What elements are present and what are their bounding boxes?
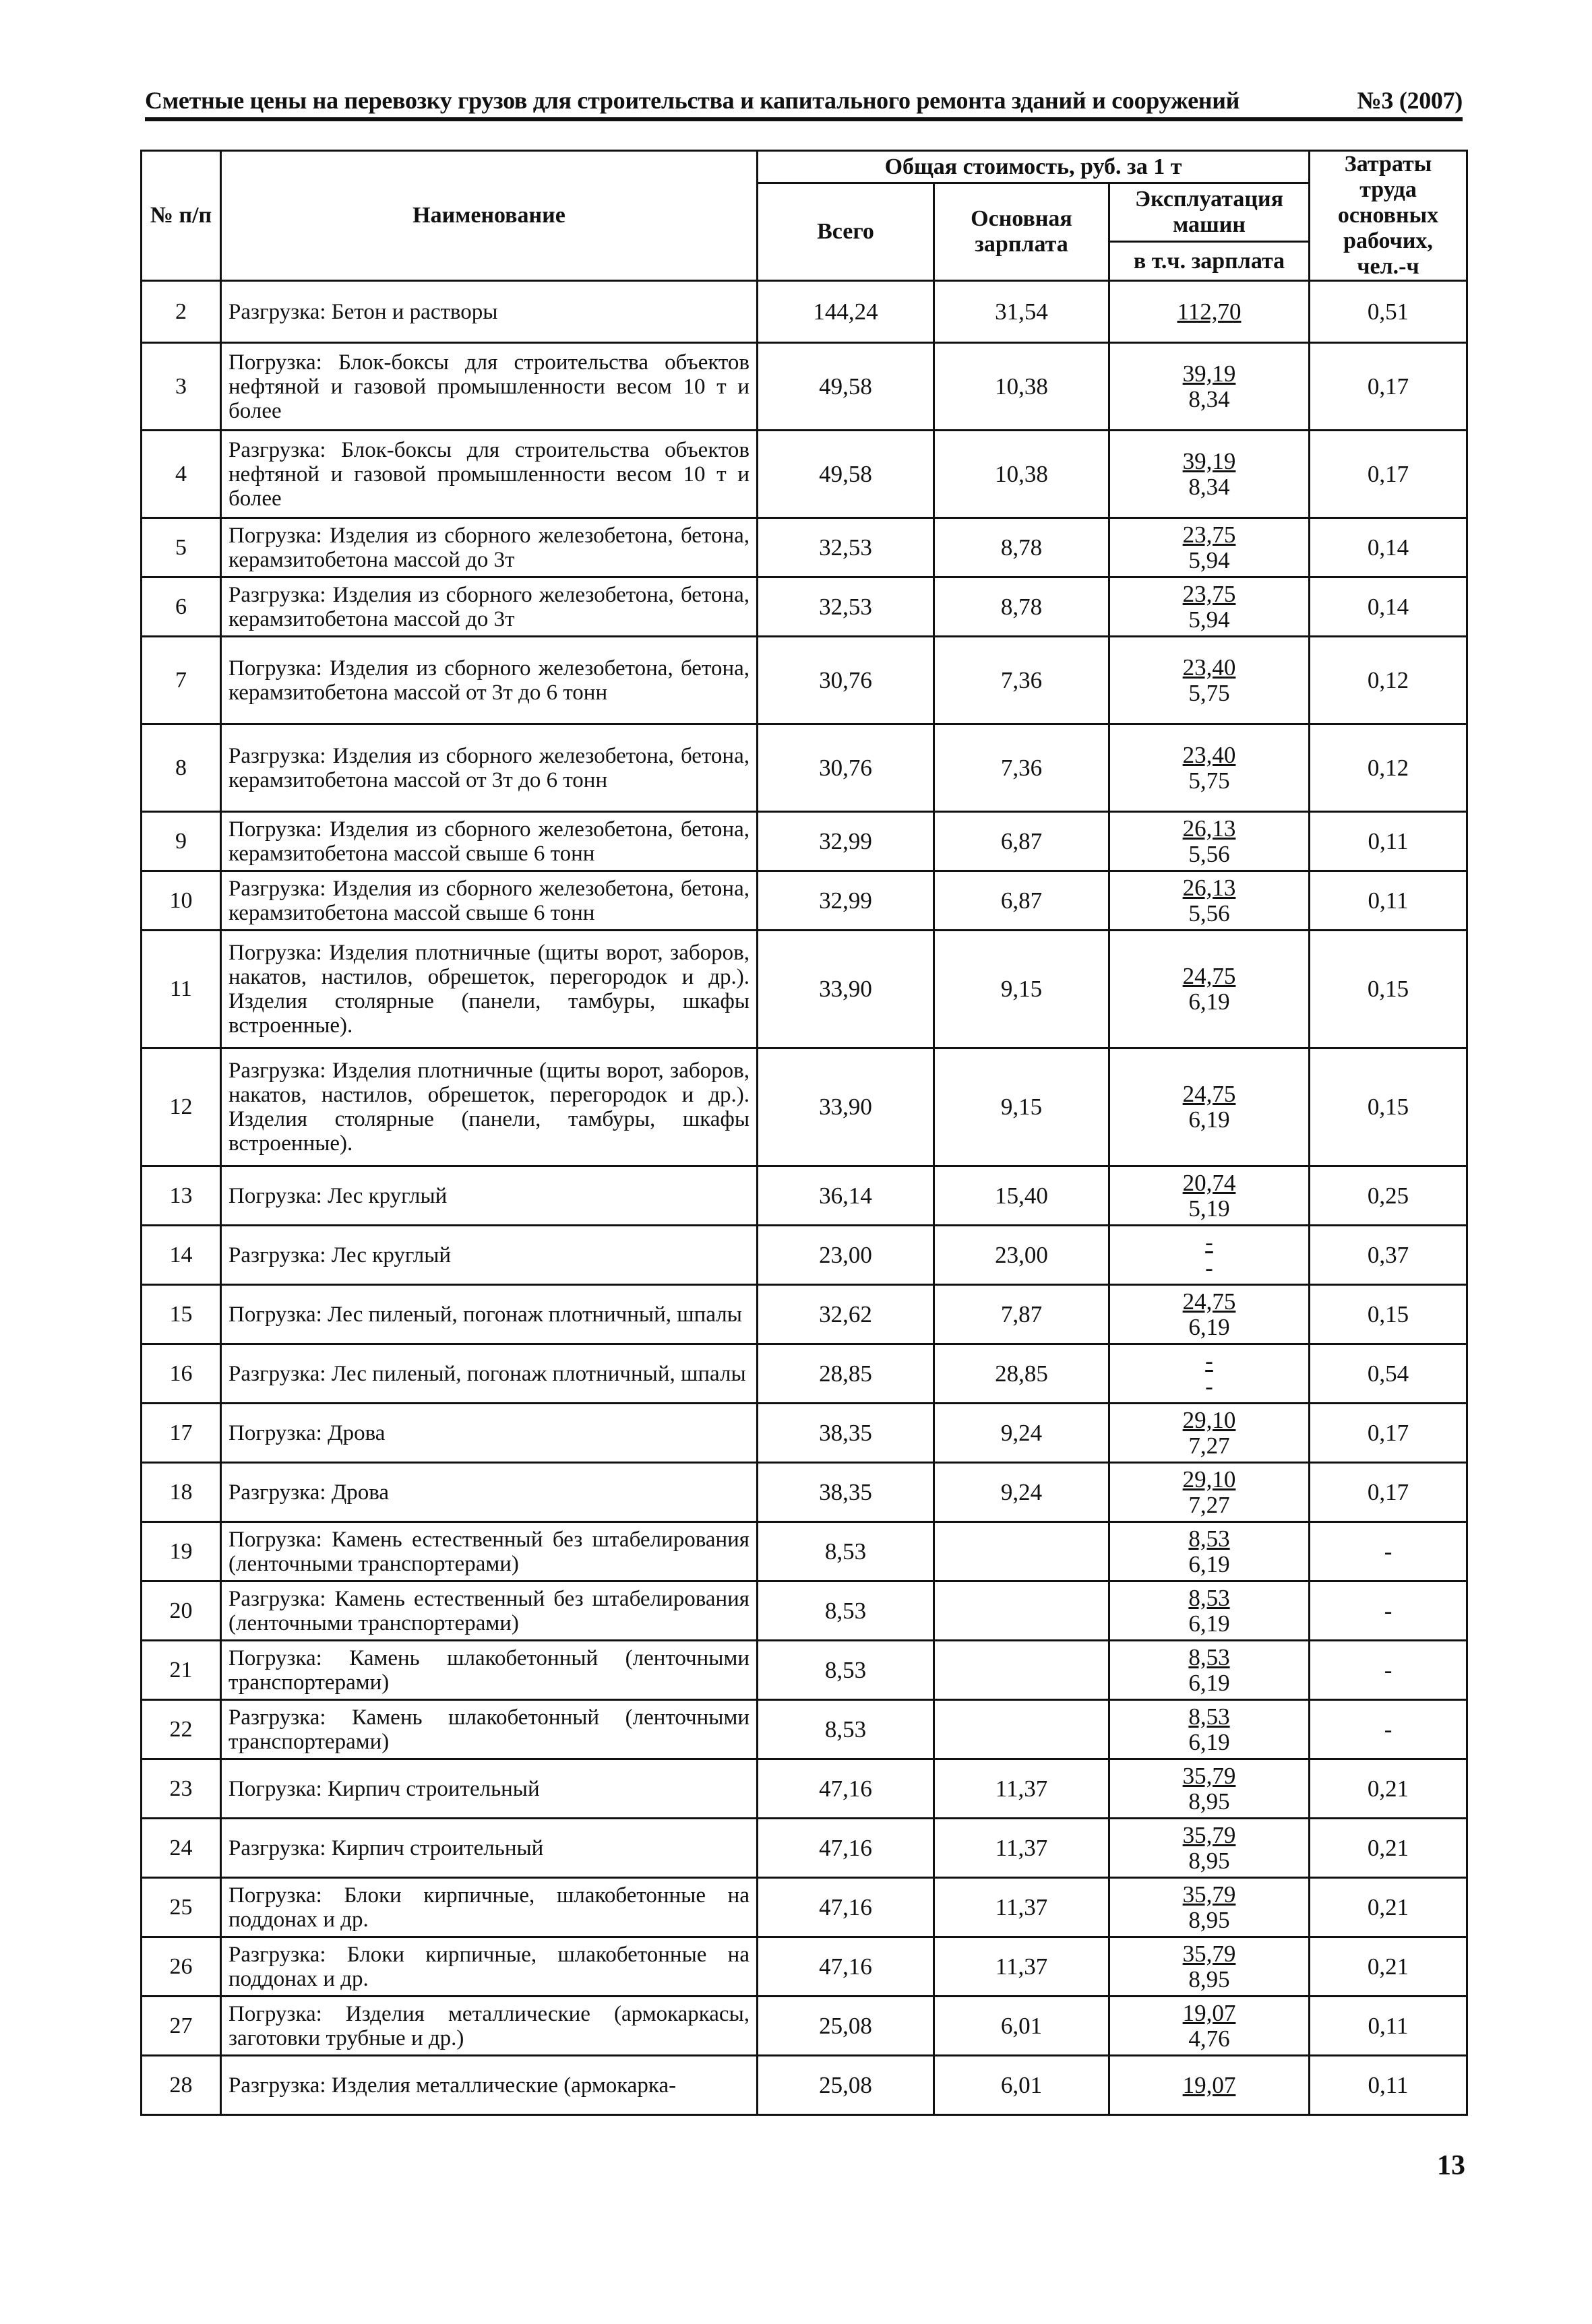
table-row (142, 343, 1467, 431)
row-labor: 0,21 (1310, 1878, 1467, 1937)
row-number: 2 (142, 281, 221, 343)
row-total: 47,16 (758, 1878, 934, 1937)
row-number: 6 (142, 577, 221, 637)
row-name: Погрузка: Камень шлакобетонный (ленточными транспортерами) (221, 1641, 758, 1700)
row-machine (1109, 1344, 1310, 1404)
row-number: 8 (142, 724, 221, 812)
row-labor: - (1310, 1700, 1467, 1759)
row-basic-salary: 9,15 (934, 931, 1109, 1048)
row-total: 30,76 (758, 637, 934, 724)
col-header-incl-salary: в т.ч. зарплата (1109, 242, 1310, 281)
row-machine (1109, 2056, 1310, 2115)
row-machine (1109, 637, 1310, 724)
table-row (142, 1997, 1467, 2056)
machine-cost: 23,40 (1182, 654, 1236, 681)
row-name: Разгрузка: Камень естественный без штабелирования (ленточными транспортерами) (221, 1581, 758, 1641)
row-name: Разгрузка: Изделия из сборного железобетона, бетона, керамзитобетона массой свыше 6 тонн (221, 871, 758, 931)
col-header-num: № п/п (142, 151, 221, 281)
row-number: 28 (142, 2056, 221, 2115)
table-row (142, 1641, 1467, 1700)
table-row (142, 1700, 1467, 1759)
row-basic-salary: 8,78 (934, 577, 1109, 637)
machine-cost: 23,75 (1182, 580, 1236, 607)
row-number: 4 (142, 431, 221, 518)
table-row (142, 518, 1467, 577)
row-number: 14 (142, 1226, 221, 1285)
machine-salary: 8,95 (1188, 1906, 1230, 1933)
row-name: Разгрузка: Изделия из сборного железобетона, бетона, керамзитобетона массой до 3т (221, 577, 758, 637)
machine-cost: - (1205, 1347, 1213, 1374)
table-row (142, 577, 1467, 637)
row-machine (1109, 812, 1310, 871)
row-total: 8,53 (758, 1522, 934, 1581)
machine-salary: 5,94 (1188, 546, 1230, 573)
row-labor: - (1310, 1641, 1467, 1700)
row-total: 144,24 (758, 281, 934, 343)
row-total: 32,99 (758, 812, 934, 871)
machine-cost: 35,79 (1182, 1821, 1236, 1848)
machine-salary: 5,56 (1188, 840, 1230, 867)
col-header-name: Наименование (221, 151, 758, 281)
machine-cost: 35,79 (1182, 1881, 1236, 1908)
row-basic-salary: 8,78 (934, 518, 1109, 577)
row-labor: 0,51 (1310, 281, 1467, 343)
row-machine (1109, 1819, 1310, 1878)
row-basic-salary: 6,01 (934, 2056, 1109, 2115)
row-number: 17 (142, 1404, 221, 1463)
row-number: 24 (142, 1819, 221, 1878)
row-total: 36,14 (758, 1166, 934, 1226)
row-total: 25,08 (758, 1997, 934, 2056)
table-row (142, 1878, 1467, 1937)
row-labor: 0,17 (1310, 1404, 1467, 1463)
row-name: Погрузка: Изделия из сборного железобетона, бетона, керамзитобетона массой до 3т (221, 518, 758, 577)
row-total: 38,35 (758, 1463, 934, 1522)
table-row (142, 1166, 1467, 1226)
row-number: 10 (142, 871, 221, 931)
row-number: 3 (142, 343, 221, 431)
machine-cost: 29,10 (1182, 1466, 1236, 1493)
machine-salary: 4,76 (1188, 2025, 1230, 2052)
row-number: 19 (142, 1522, 221, 1581)
row-total: 28,85 (758, 1344, 934, 1404)
row-machine (1109, 1404, 1310, 1463)
machine-cost: 8,53 (1188, 1525, 1230, 1552)
row-basic-salary (934, 1581, 1109, 1641)
row-name: Погрузка: Камень естественный без штабелирования (ленточными транспортерами) (221, 1522, 758, 1581)
table-row (142, 931, 1467, 1048)
machine-cost: 24,75 (1182, 1288, 1236, 1315)
machine-cost: 8,53 (1188, 1584, 1230, 1611)
machine-cost: 26,13 (1182, 874, 1236, 901)
row-total: 32,53 (758, 577, 934, 637)
row-number: 25 (142, 1878, 221, 1937)
table-row (142, 724, 1467, 812)
row-machine (1109, 1581, 1310, 1641)
row-machine (1109, 431, 1310, 518)
machine-cost: 8,53 (1188, 1703, 1230, 1730)
row-labor: 0,25 (1310, 1166, 1467, 1226)
row-basic-salary: 31,54 (934, 281, 1109, 343)
row-name: Погрузка: Блок-боксы для строительства объектов нефтяной и газовой промышленности весом 10 т и более (221, 343, 758, 431)
table-row (142, 1581, 1467, 1641)
table-row (142, 281, 1467, 343)
row-total: 47,16 (758, 1819, 934, 1878)
row-basic-salary: 7,36 (934, 724, 1109, 812)
col-header-machine-op: Эксплуатация машин (1109, 183, 1310, 242)
row-name: Погрузка: Изделия из сборного железобетона, бетона, керамзитобетона массой от 3т до 6 тонн (221, 637, 758, 724)
row-machine (1109, 1522, 1310, 1581)
row-total: 32,62 (758, 1285, 934, 1344)
row-name: Погрузка: Изделия плотничные (щиты ворот, заборов, накатов, настилов, обрешеток, перегородок и др.). Изделия столярные (панели, тамбуры, шкафы встроенные). (221, 931, 758, 1048)
header-title: Сметные цены на перевозку грузов для строительства и капитального ремонта зданий и сооружений (145, 87, 1240, 114)
table-row (142, 1463, 1467, 1522)
row-number: 26 (142, 1937, 221, 1997)
row-name: Погрузка: Дрова (221, 1404, 758, 1463)
row-machine (1109, 724, 1310, 812)
machine-cost: 19,07 (1182, 1999, 1236, 2026)
row-labor: 0,17 (1310, 343, 1467, 431)
row-number: 20 (142, 1581, 221, 1641)
row-basic-salary: 10,38 (934, 343, 1109, 431)
machine-salary: 5,94 (1188, 606, 1230, 633)
col-header-total-cost: Общая стоимость, руб. за 1 т (758, 151, 1310, 183)
row-number: 15 (142, 1285, 221, 1344)
machine-cost: 19,07 (1182, 2071, 1236, 2098)
row-machine (1109, 1878, 1310, 1937)
row-total: 47,16 (758, 1759, 934, 1819)
machine-cost: 35,79 (1182, 1940, 1236, 1967)
row-machine (1109, 1048, 1310, 1166)
table-row (142, 1048, 1467, 1166)
machine-cost: 39,19 (1182, 447, 1236, 474)
row-basic-salary: 28,85 (934, 1344, 1109, 1404)
row-number: 12 (142, 1048, 221, 1166)
table-row (142, 871, 1467, 931)
row-number: 22 (142, 1700, 221, 1759)
machine-salary: 8,95 (1188, 1966, 1230, 1992)
row-name: Разгрузка: Изделия металлические (армокарка- (221, 2056, 758, 2115)
row-basic-salary: 23,00 (934, 1226, 1109, 1285)
row-basic-salary: 10,38 (934, 431, 1109, 518)
row-labor: 0,15 (1310, 931, 1467, 1048)
machine-cost: 24,75 (1182, 963, 1236, 989)
table-row (142, 1344, 1467, 1404)
machine-cost: 39,19 (1182, 360, 1236, 387)
table-body (142, 281, 1467, 2115)
machine-salary: 6,19 (1188, 988, 1230, 1015)
row-total: 32,99 (758, 871, 934, 931)
table-row (142, 1226, 1467, 1285)
table-row (142, 1404, 1467, 1463)
row-basic-salary: 6,87 (934, 871, 1109, 931)
table-header (142, 151, 1467, 281)
row-basic-salary: 7,87 (934, 1285, 1109, 1344)
machine-salary: 6,19 (1188, 1550, 1230, 1577)
machine-salary: 5,75 (1188, 679, 1230, 706)
table-row (142, 431, 1467, 518)
row-name: Разгрузка: Лес круглый (221, 1226, 758, 1285)
row-labor: 0,15 (1310, 1285, 1467, 1344)
row-name: Разгрузка: Камень шлакобетонный (ленточными транспортерами) (221, 1700, 758, 1759)
machine-salary: 6,19 (1188, 1106, 1230, 1133)
row-labor: 0,11 (1310, 1997, 1467, 2056)
row-total: 8,53 (758, 1581, 934, 1641)
table-row (142, 2056, 1467, 2115)
row-labor: 0,21 (1310, 1819, 1467, 1878)
row-labor: 0,14 (1310, 518, 1467, 577)
row-name: Разгрузка: Изделия из сборного железобетона, бетона, керамзитобетона массой от 3т до 6 тонн (221, 724, 758, 812)
row-total: 8,53 (758, 1700, 934, 1759)
row-labor: - (1310, 1522, 1467, 1581)
machine-salary: 7,27 (1188, 1491, 1230, 1518)
row-name: Погрузка: Изделия металлические (армокаркасы, заготовки трубные и др.) (221, 1997, 758, 2056)
machine-cost: 35,79 (1182, 1762, 1236, 1789)
row-machine (1109, 1463, 1310, 1522)
table-row (142, 1522, 1467, 1581)
machine-salary: 7,27 (1188, 1432, 1230, 1459)
row-machine (1109, 1997, 1310, 2056)
row-basic-salary: 6,87 (934, 812, 1109, 871)
row-name: Погрузка: Кирпич строительный (221, 1759, 758, 1819)
row-total: 32,53 (758, 518, 934, 577)
row-machine (1109, 518, 1310, 577)
row-name: Погрузка: Изделия из сборного железобетона, бетона, керамзитобетона массой свыше 6 тонн (221, 812, 758, 871)
row-machine (1109, 1226, 1310, 1285)
machine-salary: 5,75 (1188, 767, 1230, 794)
machine-salary: 6,19 (1188, 1728, 1230, 1755)
row-labor: 0,11 (1310, 871, 1467, 931)
row-number: 18 (142, 1463, 221, 1522)
row-machine (1109, 1937, 1310, 1997)
row-number: 9 (142, 812, 221, 871)
row-machine (1109, 343, 1310, 431)
col-header-all: Всего (758, 183, 934, 281)
table-row (142, 1759, 1467, 1819)
page-header (145, 86, 1463, 121)
table-row (142, 1819, 1467, 1878)
row-basic-salary: 15,40 (934, 1166, 1109, 1226)
machine-cost: 20,74 (1182, 1169, 1236, 1196)
row-basic-salary: 11,37 (934, 1819, 1109, 1878)
header-issue: №3 (2007) (1357, 87, 1463, 114)
machine-salary: 5,56 (1188, 900, 1230, 927)
machine-cost: - (1205, 1228, 1213, 1255)
machine-cost: 26,13 (1182, 815, 1236, 842)
row-total: 23,00 (758, 1226, 934, 1285)
row-name: Разгрузка: Изделия плотничные (щиты ворот, заборов, накатов, настилов, обрешеток, перегородок и др.). Изделия столярные (панели, тамбуры, шкафы встроенные). (221, 1048, 758, 1166)
machine-cost: 23,75 (1182, 521, 1236, 548)
col-header-basic-salary: Основная зарплата (934, 183, 1109, 281)
row-number: 7 (142, 637, 221, 724)
row-total: 30,76 (758, 724, 934, 812)
row-name: Разгрузка: Блок-боксы для строительства объектов нефтяной и газовой промышленности весом 10 т и более (221, 431, 758, 518)
machine-salary: 8,95 (1188, 1788, 1230, 1815)
row-labor: 0,54 (1310, 1344, 1467, 1404)
row-total: 49,58 (758, 343, 934, 431)
row-labor: 0,21 (1310, 1759, 1467, 1819)
machine-salary: 5,19 (1188, 1195, 1230, 1222)
row-basic-salary (934, 1641, 1109, 1700)
row-basic-salary (934, 1700, 1109, 1759)
row-labor: 0,17 (1310, 1463, 1467, 1522)
row-labor: 0,12 (1310, 637, 1467, 724)
row-name: Разгрузка: Лес пиленый, погонаж плотничный, шпалы (221, 1344, 758, 1404)
row-name: Погрузка: Лес круглый (221, 1166, 758, 1226)
row-machine (1109, 1641, 1310, 1700)
row-basic-salary: 9,15 (934, 1048, 1109, 1166)
machine-salary: 8,34 (1188, 473, 1230, 500)
row-machine (1109, 577, 1310, 637)
row-basic-salary: 9,24 (934, 1463, 1109, 1522)
row-number: 13 (142, 1166, 221, 1226)
row-name: Погрузка: Лес пиленый, погонаж плотничный, шпалы (221, 1285, 758, 1344)
machine-cost: 29,10 (1182, 1406, 1236, 1433)
row-number: 16 (142, 1344, 221, 1404)
row-machine (1109, 1700, 1310, 1759)
row-name: Разгрузка: Блоки кирпичные, шлакобетонные на поддонах и др. (221, 1937, 758, 1997)
machine-cost: 23,40 (1182, 741, 1236, 768)
row-name: Разгрузка: Дрова (221, 1463, 758, 1522)
row-machine (1109, 931, 1310, 1048)
row-number: 27 (142, 1997, 221, 2056)
table-row (142, 637, 1467, 724)
row-machine (1109, 1166, 1310, 1226)
row-name: Разгрузка: Кирпич строительный (221, 1819, 758, 1878)
row-number: 23 (142, 1759, 221, 1819)
page-number: 13 (1437, 2150, 1465, 2181)
row-total: 38,35 (758, 1404, 934, 1463)
row-name: Разгрузка: Бетон и растворы (221, 281, 758, 343)
table-row (142, 1285, 1467, 1344)
row-machine (1109, 871, 1310, 931)
row-labor: 0,11 (1310, 2056, 1467, 2115)
row-labor: 0,12 (1310, 724, 1467, 812)
table-row (142, 812, 1467, 871)
machine-salary: 8,95 (1188, 1847, 1230, 1874)
col-header-labor: Затраты труда основных рабочих, чел.-ч (1310, 151, 1467, 281)
row-labor: 0,17 (1310, 431, 1467, 518)
row-labor: 0,21 (1310, 1937, 1467, 1997)
machine-cost: 24,75 (1182, 1081, 1236, 1107)
row-total: 8,53 (758, 1641, 934, 1700)
row-total: 47,16 (758, 1937, 934, 1997)
row-machine (1109, 1285, 1310, 1344)
row-basic-salary: 11,37 (934, 1759, 1109, 1819)
machine-salary: - (1205, 1373, 1213, 1400)
machine-salary: 8,34 (1188, 385, 1230, 412)
row-basic-salary: 11,37 (934, 1937, 1109, 1997)
row-number: 11 (142, 931, 221, 1048)
row-number: 5 (142, 518, 221, 577)
row-labor: 0,37 (1310, 1226, 1467, 1285)
machine-salary: - (1205, 1254, 1213, 1281)
row-total: 49,58 (758, 431, 934, 518)
machine-cost: 112,70 (1177, 298, 1242, 325)
row-total: 33,90 (758, 931, 934, 1048)
machine-salary: 6,19 (1188, 1313, 1230, 1340)
row-labor: 0,14 (1310, 577, 1467, 637)
row-basic-salary (934, 1522, 1109, 1581)
row-labor: 0,15 (1310, 1048, 1467, 1166)
table-row (142, 1937, 1467, 1997)
row-basic-salary: 11,37 (934, 1878, 1109, 1937)
machine-salary: 6,19 (1188, 1669, 1230, 1696)
row-basic-salary: 7,36 (934, 637, 1109, 724)
price-table (140, 150, 1468, 2116)
row-labor: 0,11 (1310, 812, 1467, 871)
row-basic-salary: 6,01 (934, 1997, 1109, 2056)
row-number: 21 (142, 1641, 221, 1700)
machine-cost: 8,53 (1188, 1643, 1230, 1670)
row-name: Погрузка: Блоки кирпичные, шлакобетонные на поддонах и др. (221, 1878, 758, 1937)
row-total: 25,08 (758, 2056, 934, 2115)
row-labor: - (1310, 1581, 1467, 1641)
row-machine (1109, 1759, 1310, 1819)
row-machine (1109, 281, 1310, 343)
row-total: 33,90 (758, 1048, 934, 1166)
row-basic-salary: 9,24 (934, 1404, 1109, 1463)
machine-salary: 6,19 (1188, 1610, 1230, 1637)
